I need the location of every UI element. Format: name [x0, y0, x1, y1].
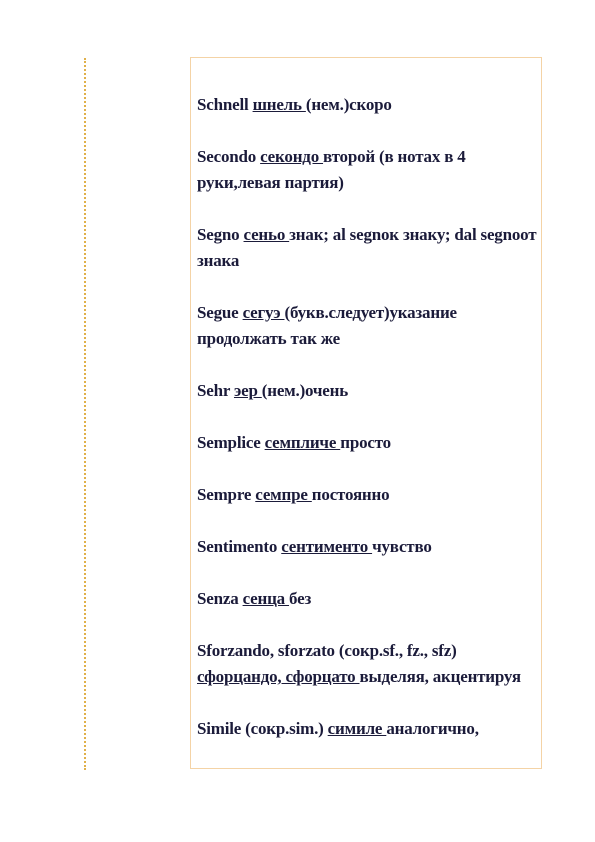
entry-pronunciation: сегуэ: [242, 303, 285, 322]
glossary-entry: [197, 586, 537, 612]
entry-definition: аналогично,: [386, 719, 479, 738]
margin-dotted-rule: [84, 58, 86, 770]
glossary-entry: [197, 92, 537, 118]
entry-term: Segue: [197, 303, 239, 322]
entry-term: Simile (сокр.sim.): [197, 719, 324, 738]
entry-pronunciation: симиле: [327, 719, 387, 738]
entry-definition: выделяя, акцентируя: [359, 667, 521, 686]
entry-definition: просто: [340, 433, 391, 452]
entry-term: Secondo: [197, 147, 257, 166]
entry-definition: второй (в нотах в 4 руки,левая партия): [197, 147, 466, 192]
entry-pronunciation: сфорцандо, сфорцато: [197, 667, 360, 686]
glossary-list: [197, 92, 537, 768]
glossary-entry: [197, 300, 537, 352]
entry-pronunciation: семпличе: [264, 433, 341, 452]
glossary-entry: [197, 638, 537, 690]
entry-term: Sehr: [197, 381, 230, 400]
entry-term: Sempre: [197, 485, 252, 504]
glossary-entry: [197, 534, 537, 560]
entry-pronunciation: сеньо: [243, 225, 290, 244]
entry-pronunciation: эер: [233, 381, 262, 400]
entry-term: Sforzando, sforzato (сокр.sf., fz., sfz): [197, 641, 457, 660]
entry-definition: (букв.следует)указание продолжать так же: [197, 303, 457, 348]
glossary-entry: [197, 222, 537, 274]
entry-pronunciation: сенца: [242, 589, 290, 608]
entry-definition: постоянно: [311, 485, 390, 504]
entry-definition: (нем.)скоро: [305, 95, 392, 114]
entry-term: Senza: [197, 589, 239, 608]
entry-definition: без: [289, 589, 312, 608]
entry-term: Segno: [197, 225, 240, 244]
entry-definition: чувство: [372, 537, 432, 556]
entry-pronunciation: секондо: [260, 147, 324, 166]
entry-pronunciation: семпре: [255, 485, 312, 504]
entry-term: Semplice: [197, 433, 261, 452]
glossary-entry: [197, 430, 537, 456]
glossary-entry: [197, 716, 537, 742]
glossary-entry: [197, 378, 537, 404]
entry-pronunciation: сентименто: [281, 537, 373, 556]
entry-definition: знак; al segnoк знаку; dal segnoот знака: [197, 225, 537, 270]
glossary-entry: [197, 144, 537, 196]
entry-term: Schnell: [197, 95, 249, 114]
entry-pronunciation: шнель: [252, 95, 306, 114]
entry-definition: (нем.)очень: [261, 381, 349, 400]
glossary-frame: [190, 57, 542, 769]
glossary-entry: [197, 482, 537, 508]
entry-term: Sentimento: [197, 537, 278, 556]
